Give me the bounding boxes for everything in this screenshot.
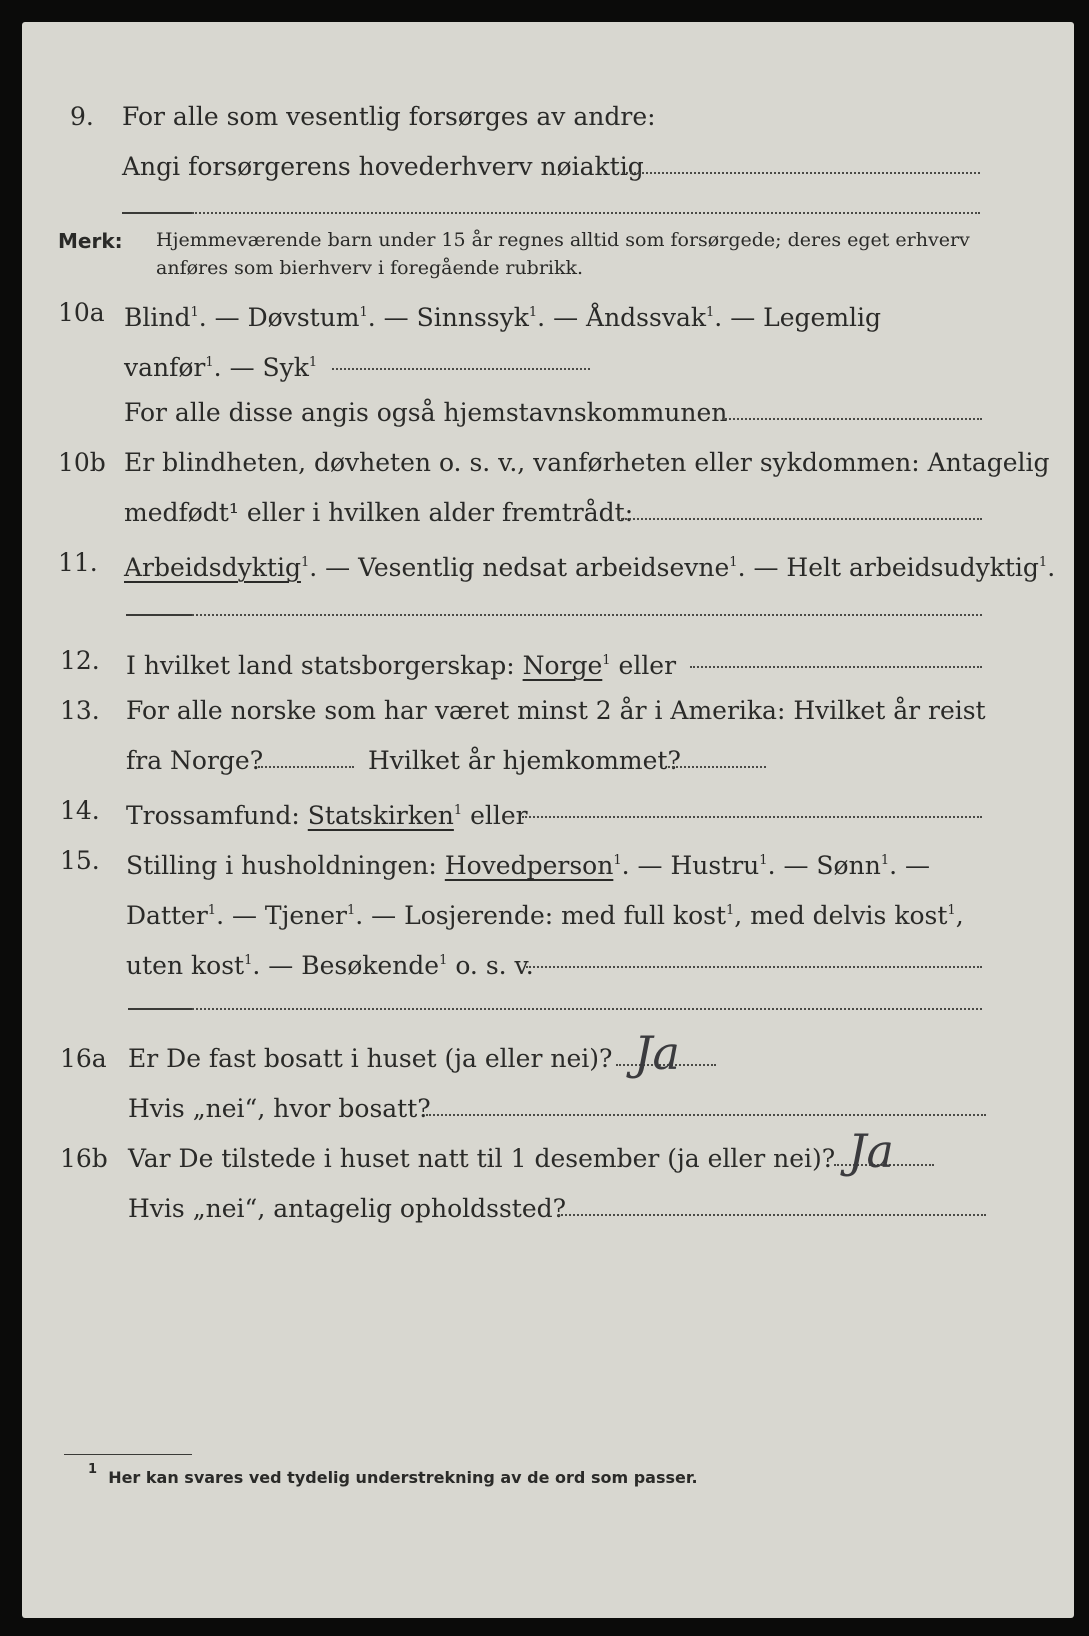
item-number-12: 12. <box>60 646 100 675</box>
item-10b-answer-field[interactable] <box>618 518 982 520</box>
option-tjener[interactable]: Tjener <box>264 901 347 930</box>
option-full-kost[interactable]: med full kost <box>561 901 726 930</box>
item-number-16b: 16b <box>60 1144 108 1173</box>
item-number-15: 15. <box>60 846 100 875</box>
option-arbeidsdyktig-selected[interactable]: Arbeidsdyktig <box>124 553 301 582</box>
item-9-answer-field[interactable] <box>622 172 980 174</box>
footnote: $^1$ Her kan svares ved tydelig understrekning av de ord som passer. <box>88 1462 698 1487</box>
item-10b-line1: Er blindheten, døvheten o. s. v., vanførheten eller sykdommen: Antagelig <box>124 448 1050 477</box>
item-number-14: 14. <box>60 796 100 825</box>
divider-rule <box>126 614 192 616</box>
item-15-line1: Stilling i husholdningen: Hovedperson$^1$. — Hustru$^1$. — Sønn$^1$. — <box>126 851 930 880</box>
option-statskirken-selected[interactable]: Statskirken <box>307 801 454 830</box>
census-form-page <box>22 22 1074 1618</box>
item-14-line1: Trossamfund: Statskirken$^1$ eller <box>126 801 528 830</box>
item-number-11: 11. <box>58 548 98 577</box>
item-15-answer-field-2[interactable] <box>192 1008 982 1010</box>
option-arbeidsudyktig[interactable]: Helt arbeidsudyktig <box>786 553 1039 582</box>
item-11-answer-field[interactable] <box>192 614 982 616</box>
footnote-rule <box>64 1454 192 1455</box>
handwritten-answer-fast-bosatt: Ja <box>634 1026 680 1080</box>
option-sonn[interactable]: Sønn <box>816 851 881 880</box>
merk-text-line2: anføres som bierhverv i foregående rubrikk. <box>156 257 584 279</box>
option-datter[interactable]: Datter <box>126 901 208 930</box>
item-16b-q1: Var De tilstede i huset natt til 1 desember (ja eller nei)? <box>128 1144 836 1173</box>
divider-rule <box>122 212 192 214</box>
reist-year-field[interactable] <box>258 766 354 768</box>
item-9-question: For alle som vesentlig forsørges av andre: <box>122 102 656 131</box>
option-delvis-kost[interactable]: med delvis kost <box>750 901 948 930</box>
item-13-line1: For alle norske som har været minst 2 år i Amerika: Hvilket år reist <box>126 696 986 725</box>
divider-rule <box>128 1008 192 1010</box>
option-legemlig[interactable]: Legemlig <box>763 303 882 332</box>
item-10a-line3: For alle disse angis også hjemstavnskommunen <box>124 398 728 427</box>
option-sinnssyk[interactable]: Sinnssyk <box>416 303 529 332</box>
option-hustru[interactable]: Hustru <box>670 851 760 880</box>
item-number-9: 9. <box>70 102 94 131</box>
handwritten-answer-tilstede: Ja <box>848 1124 894 1178</box>
item-11-line1: Arbeidsdyktig$^1$. — Vesentlig nedsat arbeidsevne$^1$. — Helt arbeidsudyktig$^1$. <box>124 553 1056 582</box>
merk-text-line1: Hjemmeværende barn under 15 år regnes alltid som forsørgede; deres eget erhverv <box>156 229 970 251</box>
option-syk[interactable]: Syk <box>262 353 309 382</box>
item-16a-q1: Er De fast bosatt i huset (ja eller nei)? <box>128 1044 613 1073</box>
item-15-line2: Datter$^1$. — Tjener$^1$. — Losjerende: med full kost$^1$, med delvis kost$^1$, <box>126 901 964 930</box>
item-13-q2: Hvilket år hjemkommet? <box>368 746 681 775</box>
bosatt-where-field[interactable] <box>426 1114 986 1116</box>
option-andssvak[interactable]: Åndssvak <box>586 303 707 332</box>
item-10b-line2: medfødt¹ eller i hvilken alder fremtrådt: <box>124 498 634 527</box>
option-besokende[interactable]: Besøkende <box>301 951 440 980</box>
option-vanfor[interactable]: vanfør <box>124 353 206 382</box>
item-12-answer-field[interactable] <box>690 666 982 668</box>
item-9-prompt: Angi forsørgerens hovederhverv nøiaktig <box>122 152 644 181</box>
opholdssted-field[interactable] <box>558 1214 986 1216</box>
option-nedsat[interactable]: Vesentlig nedsat arbeidsevne <box>358 553 730 582</box>
item-10a-line2: vanfør$^1$. — Syk$^1$ <box>124 353 318 382</box>
merk-label: Merk: <box>58 229 123 253</box>
item-number-16a: 16a <box>60 1044 107 1073</box>
item-15-line3: uten kost$^1$. — Besøkende$^1$ o. s. v. <box>126 951 534 980</box>
item-16b-q2: Hvis „nei“, antagelig opholdssted? <box>128 1194 567 1223</box>
option-norge-selected[interactable]: Norge <box>522 651 603 680</box>
option-dovstum[interactable]: Døvstum <box>247 303 360 332</box>
item-15-answer-field[interactable] <box>526 966 982 968</box>
item-10a-answer-field[interactable] <box>332 368 590 370</box>
hjemkommet-year-field[interactable] <box>668 766 766 768</box>
item-9-answer-field-2[interactable] <box>192 212 980 214</box>
item-13-q1: fra Norge? <box>126 746 264 775</box>
option-uten-kost[interactable]: uten kost <box>126 951 245 980</box>
item-number-10a: 10a <box>58 298 105 327</box>
item-14-answer-field[interactable] <box>522 816 982 818</box>
item-number-10b: 10b <box>58 448 106 477</box>
option-blind[interactable]: Blind <box>124 303 191 332</box>
item-12-line1: I hvilket land statsborgerskap: Norge$^1$ eller <box>126 651 677 680</box>
item-10a-line1: Blind$^1$. — Døvstum$^1$. — Sinnssyk$^1$. — Åndssvak$^1$. — Legemlig <box>124 303 882 332</box>
hjemstavn-answer-field[interactable] <box>722 418 982 420</box>
option-hovedperson-selected[interactable]: Hovedperson <box>444 851 614 880</box>
item-16a-q2: Hvis „nei“, hvor bosatt? <box>128 1094 431 1123</box>
item-number-13: 13. <box>60 696 100 725</box>
